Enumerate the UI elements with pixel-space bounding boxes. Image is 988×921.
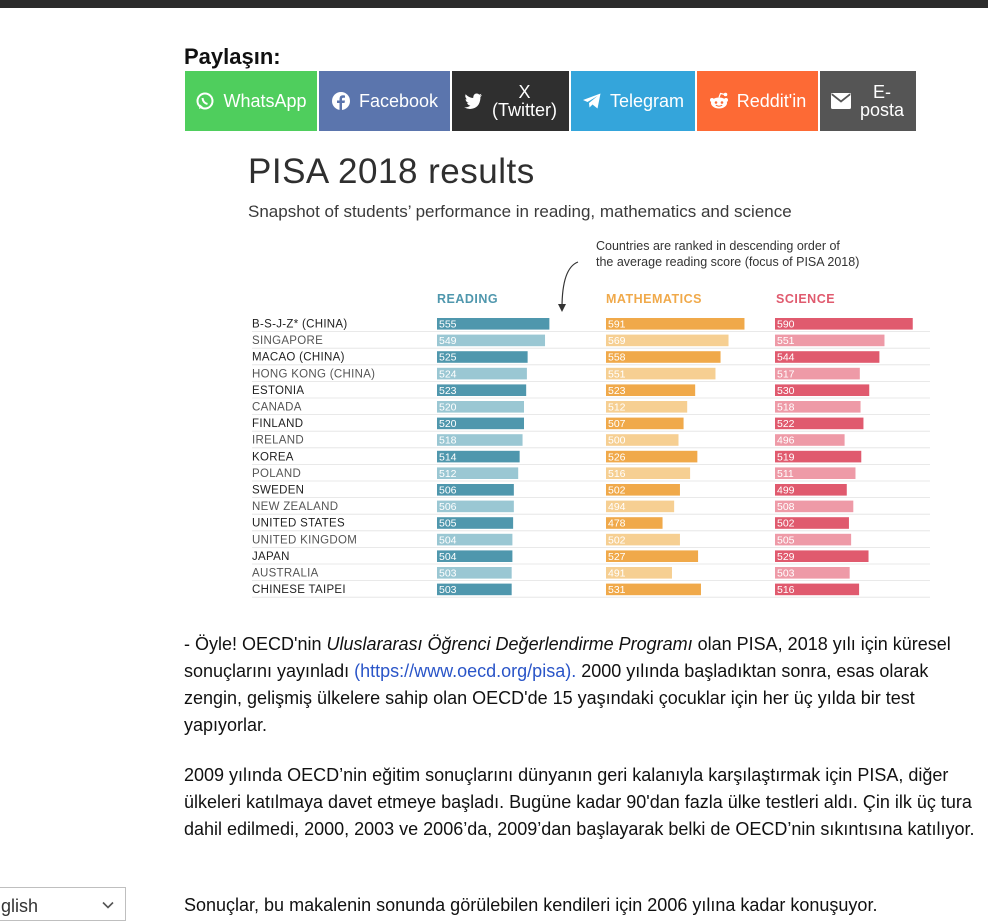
article-paragraph-1 bbox=[184, 631, 984, 739]
envelope-icon bbox=[831, 91, 851, 111]
oecd-pisa-link[interactable]: (https://www.oecd.org/pisa). bbox=[354, 661, 577, 681]
bar-value-label: 508 bbox=[777, 501, 795, 514]
country-label: CANADA bbox=[252, 401, 302, 414]
whatsapp-icon bbox=[195, 91, 215, 111]
bar-value-label: 502 bbox=[608, 534, 626, 547]
bar-value-label: 526 bbox=[608, 451, 626, 464]
reddit-share-button[interactable] bbox=[697, 71, 818, 131]
bar-value-label: 504 bbox=[439, 534, 457, 547]
bar-value-label: 503 bbox=[439, 584, 457, 597]
bar-value-label: 517 bbox=[777, 368, 795, 381]
bar-value-label: 512 bbox=[439, 467, 457, 480]
bar-value-label: 520 bbox=[439, 401, 457, 414]
bar-value-label: 523 bbox=[608, 384, 626, 397]
country-label: MACAO (CHINA) bbox=[252, 351, 345, 364]
bar-value-label: 504 bbox=[439, 550, 457, 563]
country-label: JAPAN bbox=[252, 550, 290, 563]
bar-value-label: 522 bbox=[777, 418, 795, 431]
bar-value-label: 551 bbox=[777, 335, 795, 348]
bar-value-label: 524 bbox=[439, 368, 457, 381]
country-label: POLAND bbox=[252, 467, 302, 480]
chart-annotation-line-2: the average reading score (focus of PISA 2018) bbox=[596, 255, 860, 269]
article-paragraph-2: 2009 yılında OECD’nin eğitim sonuçlarını dünyanın geri kalanıyla karşılaştırmak için PISA, diğer ülkeleri katılmaya davet etmeye başladı. Bugüne kadar 90'dan fazla ülke testleri aldı. Çin ilk üç tura dahil edilmedi, 2000, 2003 ve 2006’da, 2009’dan başlayarak belki de OECD’nin sıkıntısına katılıyor. bbox=[184, 765, 975, 839]
bar-value-label: 551 bbox=[608, 368, 626, 381]
p1-program-name: Uluslararası Öğrenci Değerlendirme Programı bbox=[326, 634, 693, 654]
bar-mathematics bbox=[606, 318, 744, 330]
language-selected-value: glish bbox=[1, 896, 39, 916]
country-label: AUSTRALIA bbox=[252, 567, 319, 580]
country-label: UNITED KINGDOM bbox=[252, 534, 358, 547]
bar-value-label: 527 bbox=[608, 550, 626, 563]
science-column-header: SCIENCE bbox=[776, 292, 836, 306]
browser-top-strip bbox=[0, 0, 988, 8]
facebook-icon bbox=[331, 91, 351, 111]
bar-value-label: 496 bbox=[777, 434, 795, 447]
bar-value-label: 525 bbox=[439, 351, 457, 364]
facebook-label: Facebook bbox=[358, 91, 439, 111]
country-label: FINLAND bbox=[252, 418, 304, 431]
bar-value-label: 516 bbox=[777, 584, 795, 597]
annotation-arrow bbox=[562, 262, 578, 308]
bar-value-label: 500 bbox=[608, 434, 626, 447]
facebook-share-button[interactable] bbox=[319, 71, 450, 131]
email-label: E-posta bbox=[859, 82, 905, 120]
country-label: IRELAND bbox=[252, 434, 304, 447]
bar-value-label: 506 bbox=[439, 501, 457, 514]
bar-value-label: 494 bbox=[608, 501, 626, 514]
pisa-bar-chart bbox=[240, 140, 945, 604]
bar-science bbox=[775, 318, 913, 330]
bar-value-label: 530 bbox=[777, 384, 795, 397]
annotation-arrowhead bbox=[558, 304, 566, 312]
bar-value-label: 506 bbox=[439, 484, 457, 497]
bar-value-label: 503 bbox=[439, 567, 457, 580]
country-label: CHINESE TAIPEI bbox=[252, 584, 346, 597]
reddit-icon bbox=[709, 91, 729, 111]
country-label: HONG KONG (CHINA) bbox=[252, 368, 376, 381]
chevron-down-icon bbox=[101, 898, 115, 912]
reddit-label: Reddit'in bbox=[736, 91, 807, 111]
p1-prefix: - Öyle! OECD'nin bbox=[184, 634, 327, 654]
telegram-icon bbox=[582, 91, 602, 111]
bar-value-label: 519 bbox=[777, 451, 795, 464]
whatsapp-share-button[interactable] bbox=[185, 71, 317, 131]
bar-value-label: 555 bbox=[439, 318, 457, 331]
bar-value-label: 531 bbox=[608, 584, 626, 597]
bar-value-label: 511 bbox=[777, 467, 794, 480]
bar-value-label: 520 bbox=[439, 418, 457, 431]
telegram-share-button[interactable] bbox=[571, 71, 695, 131]
bar-value-label: 591 bbox=[608, 318, 626, 331]
telegram-label: Telegram bbox=[609, 91, 685, 111]
mathematics-column-header: MATHEMATICS bbox=[606, 292, 702, 306]
country-label: SWEDEN bbox=[252, 484, 305, 497]
bar-value-label: 507 bbox=[608, 418, 626, 431]
country-label: NEW ZEALAND bbox=[252, 501, 339, 514]
share-title: Paylaşın: bbox=[184, 44, 281, 69]
bar-value-label: 516 bbox=[608, 467, 626, 480]
bar-value-label: 503 bbox=[777, 567, 795, 580]
chart-annotation-line-1: Countries are ranked in descending order of bbox=[596, 239, 840, 253]
bar-value-label: 505 bbox=[777, 534, 795, 547]
email-share-button[interactable] bbox=[820, 71, 916, 131]
bar-value-label: 558 bbox=[608, 351, 626, 364]
p1-suffix: 2000 yılında başladıktan sonra, esas olarak zengin, gelişmiş ülkelere sahip olan OECD'de 15 yaşındaki çocuklar için her üç yılda bir test yapıyorlar. bbox=[184, 661, 929, 735]
bar-value-label: 514 bbox=[439, 451, 457, 464]
bar-value-label: 549 bbox=[439, 335, 457, 348]
chart-title: PISA 2018 results bbox=[248, 152, 535, 191]
bar-value-label: 529 bbox=[777, 550, 795, 563]
twitter-bird-icon bbox=[463, 91, 483, 111]
whatsapp-label: WhatsApp bbox=[223, 91, 307, 111]
x-twitter-label: X (Twitter) bbox=[492, 82, 557, 120]
bar-value-label: 499 bbox=[777, 484, 795, 497]
bar-value-label: 502 bbox=[608, 484, 626, 497]
country-label: SINGAPORE bbox=[252, 335, 324, 348]
bar-value-label: 491 bbox=[608, 567, 626, 580]
share-buttons bbox=[185, 71, 916, 131]
bar-value-label: 518 bbox=[439, 434, 457, 447]
country-label: B-S-J-Z* (CHINA) bbox=[252, 318, 348, 331]
article-paragraph-3: Sonuçlar, bu makalenin sonunda görülebilen kendileri için 2006 yılına kadar konuşuyor. bbox=[184, 895, 878, 915]
bar-value-label: 505 bbox=[439, 517, 457, 530]
x-twitter-share-button[interactable] bbox=[452, 71, 569, 131]
bar-value-label: 569 bbox=[608, 335, 626, 348]
reading-column-header: READING bbox=[437, 292, 499, 306]
country-label: UNITED STATES bbox=[252, 517, 345, 530]
country-label: KOREA bbox=[252, 451, 294, 464]
bar-value-label: 512 bbox=[608, 401, 626, 414]
bar-value-label: 544 bbox=[777, 351, 795, 364]
p1-middle: olan PISA, 2018 yılı için küresel sonuçlarını yayınladı bbox=[184, 634, 951, 681]
bar-value-label: 518 bbox=[777, 401, 795, 414]
chart-subtitle: Snapshot of students’ performance in reading, mathematics and science bbox=[248, 202, 792, 221]
bar-value-label: 502 bbox=[777, 517, 795, 530]
bar-value-label: 478 bbox=[608, 517, 626, 530]
bar-value-label: 523 bbox=[439, 384, 457, 397]
pisa-results-image bbox=[240, 140, 945, 604]
country-label: ESTONIA bbox=[252, 384, 305, 397]
bar-value-label: 590 bbox=[777, 318, 795, 331]
